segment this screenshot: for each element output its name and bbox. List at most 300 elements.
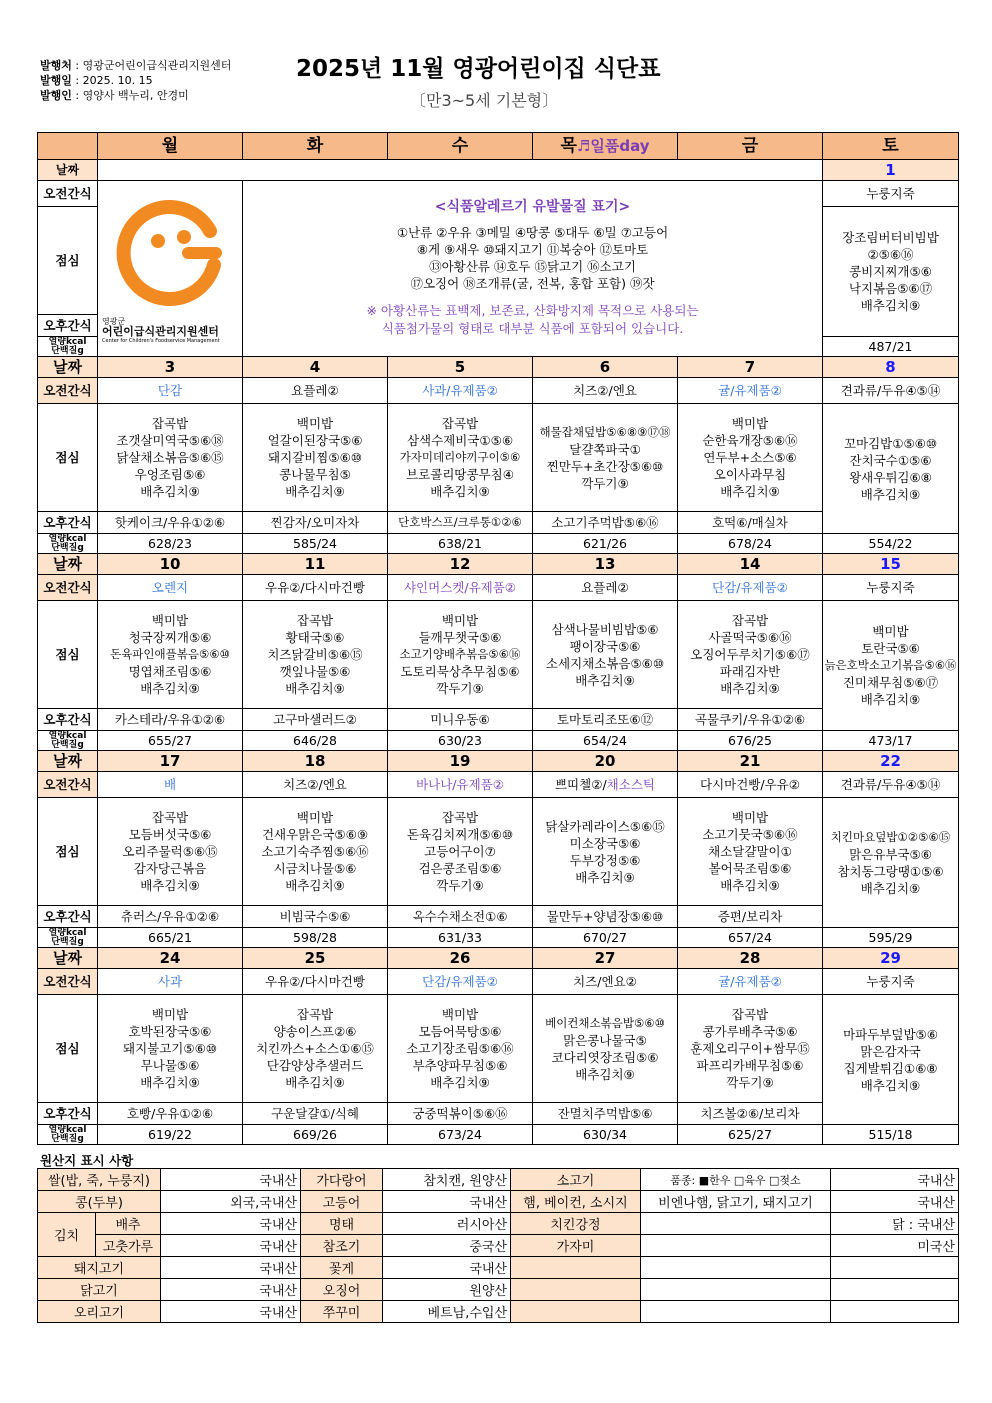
am-snack: 귤/유제품② [678, 969, 823, 995]
menu-item: 닭살채소볶음⑤⑥⑮ [116, 450, 224, 465]
am-snack-label: 오전간식 [38, 969, 98, 995]
menu-item: 잡곡밥 [151, 416, 189, 431]
origin-table [37, 1168, 959, 1323]
menu-item: 시금치나물⑤⑥ [273, 861, 357, 876]
pm-snack-label: 오후간식 [38, 315, 98, 337]
menu-item: 잡곡밥 [296, 1007, 334, 1022]
origin-item: 돼지고기 [38, 1257, 161, 1279]
kcal-protein: 630/23 [388, 731, 533, 751]
issue-info: 발행처 : 영광군어린이급식관리지원센터 발행일 : 2025. 10. 15 발행인 : 영양사 백누리, 안경미 [40, 59, 232, 102]
date-label: 날짜 [38, 948, 98, 969]
menu-item: 모듬어묵탕⑤⑥ [418, 1024, 502, 1039]
date-cell: 5 [388, 357, 533, 378]
kcal-protein: 630/34 [533, 1125, 678, 1145]
menu-item: 호박된장국⑤⑥ [128, 1024, 212, 1039]
origin-detail [641, 1213, 831, 1235]
allergy-notice: <식품알레르기 유발물질 표기> ①난류 ②우유 ③메밀 ④땅콩 ⑤대두 ⑥밀 ⑦고등어 ⑧게 ⑨새우 ⑩돼지고기 ⑪복숭아 ⑫토마토 ⑬아황산류 ⑭호두 ⑮닭고기 ⑯소고기 ⑰오징어 ⑱조개류(굴, 전복, 홍합 포함) ⑲잣 ※ 아황산류는 표백제, 보존료, 산화방지제 목적으로 사용되는 식품첨가물의 형태로 대부분 식품에 포함되어 있습니다. [243, 181, 823, 357]
am-snack: 사과/유제품② [388, 378, 533, 404]
am-snack: 누룽지죽 [823, 575, 959, 601]
menu-item: 채소달걀말이① [708, 844, 792, 859]
menu-item: 배추김치⑨ [575, 672, 635, 688]
menu-item: 콩나물무침⑤ [279, 467, 351, 482]
am-snack: 누룽지죽 [823, 181, 959, 207]
origin-value: 참치캔, 원양산 [383, 1169, 511, 1191]
menu-item: 배추김치⑨ [285, 681, 345, 696]
pm-snack: 호빵/우유①②⑥ [98, 1103, 243, 1125]
menu-item: 치킨마요덮밥①②⑤⑥⑮ [830, 829, 951, 844]
kcal-protein: 625/27 [678, 1125, 823, 1145]
menu-item: 배추김치⑨ [575, 869, 635, 885]
menu-item: 검은콩조림⑤⑥ [418, 861, 502, 876]
origin-item: 오징어 [301, 1279, 383, 1301]
menu-item: 두부강정⑤⑥ [569, 852, 641, 868]
menu-item: 집게발튀김①⑥⑧ [843, 1060, 938, 1076]
origin-row [38, 1213, 959, 1235]
menu-item: 소고기뭇국⑤⑥⑯ [702, 827, 798, 842]
origin-value: 국내산 [161, 1235, 301, 1257]
lunch-menu [678, 404, 823, 512]
day-tue: 화 [243, 133, 388, 160]
date-cell: 1 [823, 160, 959, 181]
menu-item: 마파두부덮밥⑤⑥ [843, 1026, 938, 1042]
day-sat: 토 [823, 133, 959, 160]
menu-item: 배추김치⑨ [285, 878, 345, 893]
pm-snack: 츄러스/우유①②⑥ [98, 906, 243, 928]
menu-item: 백미밥 [441, 613, 479, 628]
menu-item: 파래김자반 [719, 664, 781, 679]
lunch-label: 점심 [38, 207, 98, 315]
menu-item: 잡곡밥 [441, 810, 479, 825]
date-cell: 28 [678, 948, 823, 969]
origin-value [831, 1279, 959, 1301]
origin-value: 원양산 [383, 1279, 511, 1301]
menu-item: 황태국⑤⑥ [285, 630, 345, 645]
am-snack: 치즈②/엔요 [533, 378, 678, 404]
pm-snack-label: 오후간식 [38, 1103, 98, 1125]
smile-logo-icon [110, 193, 230, 313]
lunch-menu [98, 404, 243, 512]
pm-snack: 물만두+양념장⑤⑥⑩ [533, 906, 678, 928]
day-wed: 수 [388, 133, 533, 160]
lunch-menu [243, 404, 388, 512]
origin-value: 국내산 [161, 1169, 301, 1191]
menu-item: 얼갈이된장국⑤⑥ [267, 433, 363, 448]
lunch-menu [98, 798, 243, 906]
pm-snack: 호떡⑥/매실차 [678, 512, 823, 534]
am-snack: 견과류/두유④⑤⑭ [823, 378, 959, 404]
menu-item: 콩가루배추국⑤⑥ [702, 1024, 798, 1039]
menu-item: 달걀쪽파국① [569, 441, 641, 457]
issuer: 영양사 백누리, 안경미 [82, 89, 189, 102]
origin-row [38, 1301, 959, 1323]
date-cell: 26 [388, 948, 533, 969]
origin-item [511, 1257, 641, 1279]
pm-snack: 찐감자/오미자차 [243, 512, 388, 534]
kcal-protein: 638/21 [388, 534, 533, 554]
kcal-protein: 669/26 [243, 1125, 388, 1145]
am-snack: 누룽지죽 [823, 969, 959, 995]
menu-item: 왕새우튀김⑥⑧ [849, 469, 932, 485]
menu-item: 연두부+소스⑤⑥ [703, 450, 797, 465]
menu-table: 월 화 수 목♬일품day 금 토 날짜 1 오전간식 영광군 어린이급식관리지원센터 Center for Children's Foodservice Management <식품알레르기 유발물질 표기> ①난류 ②우유 ③메밀 ④땅콩 ⑤대두 ⑥밀 ⑦고등어 ⑧게 ⑨새우 ⑩돼지고기 ⑪복숭아 ⑫토마토 ⑬아황산류 ⑭호두 ⑮닭고기 ⑯소고기 ⑰오징어 ⑱조개류(굴, 전복, 홍합 포함) ⑲잣 ※ 아황산류는 표백제, 보존료, 산화방지제 목적으로 사용되는 식품첨가물의 형태로 대부분 식품에 포함되어 있습니다. 누룽지죽 점심 장조림버터비빔밥 ②⑤⑥⑯ 콩비지찌개⑤⑥ 낙지볶음⑤⑥⑰ 배추김치⑨ 오후간식 열량kcal 단백질g 487/21 날짜 3 4 5 6 7 8 오전간식 단감 요플레② 사과/유제품② 치즈②/엔요 귤/유제품② 견과류/두유④⑤⑭ 점심 잡곡밥 조갯살미역국⑤⑥⑱ 닭살채소볶음⑤⑥⑮ 우엉조림⑤⑥ 배추김치⑨ 백미밥 얼갈이된장국⑤⑥ 돼지갈비찜⑤⑥⑩ 콩나물무침⑤ 배추김치⑨ 잡곡밥 삼색수제비국①⑤⑥ 가자미데리야끼구이⑤⑥ 브로콜리땅콩무침④ 배추김치⑨ 해물잡채덮밥⑤⑥⑧⑨⑰⑱ 달걀쪽파국① 찐만두+초간장⑤⑥⑩ 깍두기⑨ 백미밥 순한육개장⑤⑥⑯ 연두부+소스⑤⑥ 오이사과무침 배추김치⑨ 꼬마김밥①⑤⑥⑩ 잔치국수①⑤⑥ 왕새우튀김⑥⑧ 배추김치⑨ 오후간식 핫케이크/우유①②⑥ 찐감자/오미자차 단호박스프/크루통①②⑥ 소고기주먹밥⑤⑥⑯ 호떡⑥/매실차 열량kcal 단백질g 628/23 585/24 638/21 621/26 678/24 554/22 날짜 10 11 12 13 14 15 오전간식 오렌지 우유②/다시마건빵 샤인머스켓/유제품② 요플레② 단감/유제품② 누룽지죽 점심 백미밥 청국장찌개⑤⑥ 돈육파인애플볶음⑤⑥⑩ 명엽채조림⑤⑥ 배추김치⑨ 잡곡밥 황태국⑤⑥ 치즈닭갈비⑤⑥⑮ 깻잎나물⑤⑥ 배추김치⑨ 백미밥 들깨무챗국⑤⑥ 소고기양배추볶음⑤⑥⑯ 도토리묵상추무침⑤⑥ 깍두기⑨ 삼색나물비빔밥⑤⑥ 팽이장국⑤⑥ 소세지채소볶음⑤⑥⑩ 배추김치⑨ 잡곡밥 사골떡국⑤⑥⑯ 오징어두루치기⑤⑥⑰ 파래김자반 배추김치⑨ 백미밥 토란국⑤⑥ 늙은호박소고기볶음⑤⑥⑯ 진미채무침⑤⑥⑰ 배추김치⑨ 오후간식 카스테라/우유①②⑥ 고구마샐러드② 미니우동⑥ 토마토리조또⑥⑫ 곡물쿠키/우유①②⑥ 열량kcal 단백질g 655/27 646/28 630/23 654/24 676/25 473/17 날짜 17 18 19 20 21 22 오전간식 배 치즈②/엔요 바나나/유제품② 쁘띠첼②/채소스틱 다시마건빵/우유② 견과류/두유④⑤⑭ 점심 잡곡밥 모듬버섯국⑤⑥ 오리주물럭⑤⑥⑮ 감자당근볶음 배추김치⑨ 백미밥 건새우맑은국⑤⑥⑨ 소고기숙주찜⑤⑥⑯ 시금치나물⑤⑥ 배추김치⑨ 잡곡밥 돈육김치찌개⑤⑥⑩ 고등어구이⑦ 검은콩조림⑤⑥ 깍두기⑨ 닭살카레라이스⑤⑥⑮ 미소장국⑤⑥ 두부강정⑤⑥ 배추김치⑨ 백미밥 소고기뭇국⑤⑥⑯ 채소달걀말이① 볼어묵조림⑤⑥ 배추김치⑨ 치킨마요덮밥①②⑤⑥⑮ 맑은유부국⑤⑥ 참치동그랑땡①⑤⑥ 배추김치⑨ 오후간식 츄러스/우유①②⑥ 비빔국수⑤⑥ 옥수수채소전①⑥ 물만두+양념장⑤⑥⑩ 증편/보리차 열량kcal 단백질g 665/21 598/28 631/33 670/27 657/24 595/29 날짜 24 25 26 27 28 29 오전간식 사과 우유②/다시마건빵 단감/유제품② 치즈/엔요② 귤/유제품② 누룽지죽 점심 백미밥 호박된장국⑤⑥ 돼지불고기⑤⑥⑩ 무나물⑤⑥ 배추김치⑨ 잡곡밥 양송이스프②⑥ 치킨까스+소스①⑥⑮ 단감양상추샐러드 배추김치⑨ 백미밥 모듬어묵탕⑤⑥ 소고기장조림⑤⑥⑯ 부추양파무침⑤⑥ 배추김치⑨ 베이컨채소볶음밥⑤⑥⑩ 맑은콩나물국⑤ 코다리엿장조림⑤⑥ 배추김치⑨ 잡곡밥 콩가루배추국⑤⑥ 훈제오리구이+쌈무⑮ 파프리카배무침⑤⑥ 깍두기⑨ 마파두부덮밥⑤⑥ 맑은감자국 집게발튀김①⑥⑧ 배추김치⑨ 오후간식 호빵/우유①②⑥ 구운달걀①/식혜 궁중떡볶이⑤⑥⑯ 잔멸치주먹밥⑤⑥ 치즈볼②⑥/보리차 열량kcal 단백질g 619/22 669/26 673/24 630/34 625/27 515/18 [37, 132, 959, 1145]
origin-detail: 비엔나햄, 닭고기, 돼지고기 [641, 1191, 831, 1213]
origin-value: 국내산 [831, 1169, 959, 1191]
menu-item: 늙은호박소고기볶음⑤⑥⑯ [824, 658, 957, 672]
am-snack-label: 오전간식 [38, 575, 98, 601]
date-cell: 19 [388, 751, 533, 772]
pm-snack: 구운달걀①/식혜 [243, 1103, 388, 1125]
date-cell: 7 [678, 357, 823, 378]
date-cell: 29 [823, 948, 959, 969]
date-cell: 18 [243, 751, 388, 772]
origin-item: 김치 [38, 1213, 96, 1257]
am-snack: 단감/유제품② [678, 575, 823, 601]
menu-item: 백미밥 [872, 624, 909, 639]
lunch-menu [533, 995, 678, 1103]
pm-snack-label: 오후간식 [38, 906, 98, 928]
kcal-protein: 670/27 [533, 928, 678, 948]
kcal-protein: 678/24 [678, 534, 823, 554]
date-cell: 3 [98, 357, 243, 378]
origin-detail [641, 1257, 831, 1279]
menu-item: 파프리카배무침⑤⑥ [696, 1058, 804, 1073]
menu-item: 양송이스프②⑥ [273, 1024, 357, 1039]
kcal-protein: 646/28 [243, 731, 388, 751]
date-cell: 4 [243, 357, 388, 378]
am-snack: 오렌지 [98, 575, 243, 601]
menu-item: 명엽채조림⑤⑥ [128, 664, 212, 679]
am-snack-label: 오전간식 [38, 772, 98, 798]
date-cell: 13 [533, 554, 678, 575]
lunch-menu: 장조림버터비빔밥 ②⑤⑥⑯ 콩비지찌개⑤⑥ 낙지볶음⑤⑥⑰ 배추김치⑨ [823, 207, 959, 337]
origin-item: 꽃게 [301, 1257, 383, 1279]
menu-item: 잡곡밥 [296, 613, 334, 628]
menu-item: 배추김치⑨ [140, 1075, 200, 1090]
origin-title: 원산지 표시 사항 [40, 1153, 134, 1168]
menu-item: 부추양파무침⑤⑥ [412, 1058, 508, 1073]
page-title: 2025년 11월 영광어린이집 식단표 [296, 56, 661, 82]
menu-item: 잔치국수①⑤⑥ [849, 452, 932, 468]
pm-snack: 단호박스프/크루통①②⑥ [388, 512, 533, 534]
menu-item: 깍두기⑨ [436, 681, 484, 696]
menu-item: 치즈닭갈비⑤⑥⑮ [267, 647, 363, 662]
menu-item: 단감양상추샐러드 [266, 1058, 364, 1073]
origin-detail [641, 1235, 831, 1257]
menu-item: 배추김치⑨ [860, 880, 921, 896]
pm-snack: 소고기주먹밥⑤⑥⑯ [533, 512, 678, 534]
am-snack: 견과류/두유④⑤⑭ [823, 772, 959, 798]
menu-item: 청국장찌개⑤⑥ [128, 630, 212, 645]
menu-item: 배추김치⑨ [140, 681, 200, 696]
origin-item: 치킨강정 [511, 1213, 641, 1235]
lunch-menu [388, 995, 533, 1103]
pm-snack: 치즈볼②⑥/보리차 [678, 1103, 823, 1125]
menu-item: 볼어묵조림⑤⑥ [708, 861, 792, 876]
menu-item: 백미밥 [731, 416, 769, 431]
origin-item: 고등어 [301, 1191, 383, 1213]
pm-snack: 증편/보리차 [678, 906, 823, 928]
menu-item: 훈제오리구이+쌈무⑮ [690, 1041, 810, 1056]
pm-snack: 잔멸치주먹밥⑤⑥ [533, 1103, 678, 1125]
menu-item: 들깨무챗국⑤⑥ [418, 630, 502, 645]
menu-item: 배추김치⑨ [285, 484, 345, 499]
menu-item: 꼬마김밥①⑤⑥⑩ [843, 435, 938, 451]
lunch-menu [388, 601, 533, 709]
menu-item: 삼색수제비국①⑤⑥ [406, 433, 514, 448]
date-cell: 25 [243, 948, 388, 969]
lunch-label: 점심 [38, 798, 98, 906]
am-snack: 쁘띠첼②/채소스틱 [533, 772, 678, 798]
date-label: 날짜 [38, 357, 98, 378]
menu-item: 돼지갈비찜⑤⑥⑩ [268, 450, 362, 465]
origin-row [38, 1235, 959, 1257]
kcal-protein: 487/21 [823, 337, 959, 357]
menu-item: 코다리엿장조림⑤⑥ [551, 1049, 659, 1065]
date-cell: 17 [98, 751, 243, 772]
menu-item: 소고기장조림⑤⑥⑯ [406, 1041, 514, 1056]
date-cell: 15 [823, 554, 959, 575]
kcal-protein: 473/17 [823, 731, 959, 751]
lunch-label: 점심 [38, 404, 98, 512]
pm-snack: 카스테라/우유①②⑥ [98, 709, 243, 731]
lunch-menu [823, 404, 959, 534]
menu-item: 해물잡채덮밥⑤⑥⑧⑨⑰⑱ [539, 424, 671, 439]
lunch-menu [533, 404, 678, 512]
lunch-menu [98, 995, 243, 1103]
menu-item: 잡곡밥 [731, 613, 769, 628]
menu-item: 맑은콩나물국⑤ [563, 1032, 647, 1048]
kcal-protein: 673/24 [388, 1125, 533, 1145]
origin-row [38, 1169, 959, 1191]
am-snack: 우유②/다시마건빵 [243, 575, 388, 601]
kcal-protein: 585/24 [243, 534, 388, 554]
kcal-protein: 621/26 [533, 534, 678, 554]
menu-item: 배추김치⑨ [720, 484, 780, 499]
menu-item: 백미밥 [296, 810, 334, 825]
kcal-protein: 655/27 [98, 731, 243, 751]
am-snack: 요플레② [533, 575, 678, 601]
menu-item: 찐만두+초간장⑤⑥⑩ [546, 458, 664, 474]
date-cell: 10 [98, 554, 243, 575]
day-mon: 월 [98, 133, 243, 160]
menu-item: 잡곡밥 [731, 1007, 769, 1022]
lunch-label: 점심 [38, 995, 98, 1103]
date-label: 날짜 [38, 751, 98, 772]
menu-item: 고등어구이⑦ [424, 844, 496, 859]
menu-item: 치킨까스+소스①⑥⑮ [256, 1041, 374, 1056]
lunch-menu [388, 404, 533, 512]
origin-item: 오리고기 [38, 1301, 161, 1323]
kcal-protein: 665/21 [98, 928, 243, 948]
am-snack: 배 [98, 772, 243, 798]
am-snack: 샤인머스켓/유제품② [388, 575, 533, 601]
menu-item: 오이사과무침 [713, 467, 787, 482]
menu-item: 가자미데리야끼구이⑤⑥ [399, 450, 521, 464]
origin-value [831, 1301, 959, 1323]
center-logo: 영광군 어린이급식관리지원센터 Center for Children's Foodservice Management [98, 181, 243, 357]
pm-snack: 궁중떡볶이⑤⑥⑯ [388, 1103, 533, 1125]
menu-item: 배추김치⑨ [285, 1075, 345, 1090]
pm-snack: 고구마샐러드② [243, 709, 388, 731]
lunch-menu [243, 601, 388, 709]
kcal-protein: 619/22 [98, 1125, 243, 1145]
lunch-menu [243, 798, 388, 906]
menu-item: 닭살카레라이스⑤⑥⑮ [545, 818, 665, 834]
origin-item: 가자미 [511, 1235, 641, 1257]
menu-item: 진미채무침⑤⑥⑰ [842, 675, 939, 690]
menu-item: 잡곡밥 [441, 416, 479, 431]
date-cell: 24 [98, 948, 243, 969]
menu-item: 백미밥 [151, 1007, 189, 1022]
publisher: 영광군어린이급식관리지원센터 [82, 59, 232, 72]
lunch-menu [533, 601, 678, 709]
kcal-protein: 598/28 [243, 928, 388, 948]
date-cell: 22 [823, 751, 959, 772]
date-cell: 21 [678, 751, 823, 772]
am-snack: 단감/유제품② [388, 969, 533, 995]
page-subtitle: 〔만3~5세 기본형〕 [410, 91, 559, 110]
menu-item: 토란국⑤⑥ [861, 641, 920, 656]
menu-item: 배추김치⑨ [720, 878, 780, 893]
kcal-protein: 631/33 [388, 928, 533, 948]
origin-item [511, 1301, 641, 1323]
origin-item: 햄, 베이컨, 소시지 [511, 1191, 641, 1213]
menu-item: 우엉조림⑤⑥ [134, 467, 206, 482]
date-cell: 20 [533, 751, 678, 772]
menu-item: 백미밥 [441, 1007, 479, 1022]
kcal-protein: 515/18 [823, 1125, 959, 1145]
origin-value: 베트남,수입산 [383, 1301, 511, 1323]
menu-item: 무나물⑤⑥ [140, 1058, 200, 1073]
am-snack: 단감 [98, 378, 243, 404]
kcal-protein: 676/25 [678, 731, 823, 751]
menu-item: 깍두기⑨ [581, 475, 629, 491]
date-label: 날짜 [38, 160, 98, 181]
kcal-label: 열량kcal 단백질g [38, 1125, 98, 1145]
issue-date: 2025. 10. 15 [82, 74, 153, 87]
menu-item: 배추김치⑨ [430, 1075, 490, 1090]
origin-item: 쌀(밥, 죽, 누룽지) [38, 1169, 161, 1191]
menu-item: 돈육파인애플볶음⑤⑥⑩ [110, 647, 230, 661]
menu-item: 배추김치⑨ [575, 1066, 635, 1082]
date-cell: 11 [243, 554, 388, 575]
lunch-menu [823, 601, 959, 731]
lunch-menu [823, 798, 959, 928]
origin-value: 국내산 [161, 1279, 301, 1301]
lunch-menu [678, 798, 823, 906]
origin-item: 명태 [301, 1213, 383, 1235]
kcal-protein: 595/29 [823, 928, 959, 948]
lunch-menu [388, 798, 533, 906]
lunch-menu [678, 995, 823, 1103]
menu-item: 배추김치⑨ [140, 878, 200, 893]
am-snack: 치즈/엔요② [533, 969, 678, 995]
am-snack: 다시마건빵/우유② [678, 772, 823, 798]
origin-item: 배추 [96, 1213, 161, 1235]
origin-detail [641, 1279, 831, 1301]
origin-item: 소고기 [511, 1169, 641, 1191]
menu-item: 소고기양배추볶음⑤⑥⑯ [399, 647, 521, 661]
menu-item: 배추김치⑨ [860, 486, 921, 502]
date-cell: 14 [678, 554, 823, 575]
menu-item: 배추김치⑨ [720, 681, 780, 696]
origin-value: 닭 : 국내산 [831, 1213, 959, 1235]
am-snack: 우유②/다시마건빵 [243, 969, 388, 995]
origin-detail [641, 1301, 831, 1323]
pm-snack-label: 오후간식 [38, 709, 98, 731]
pm-snack: 비빔국수⑤⑥ [243, 906, 388, 928]
menu-item: 돈육김치찌개⑤⑥⑩ [406, 827, 514, 842]
am-snack-label: 오전간식 [38, 181, 98, 207]
origin-item [511, 1279, 641, 1301]
kcal-label: 열량kcal 단백질g [38, 928, 98, 948]
lunch-menu [678, 601, 823, 709]
am-snack: 귤/유제품② [678, 378, 823, 404]
menu-item: 돼지불고기⑤⑥⑩ [123, 1041, 217, 1056]
menu-item: 배추김치⑨ [140, 484, 200, 499]
date-cell: 12 [388, 554, 533, 575]
menu-item: 배추김치⑨ [860, 692, 921, 707]
origin-row [38, 1191, 959, 1213]
menu-item: 감자당근볶음 [133, 861, 207, 876]
menu-item: 백미밥 [731, 810, 769, 825]
pm-snack-label: 오후간식 [38, 512, 98, 534]
menu-item: 오리주물럭⑤⑥⑮ [122, 844, 218, 859]
kcal-protein: 554/22 [823, 534, 959, 554]
menu-item: 맑은감자국 [860, 1043, 921, 1059]
menu-item: 배추김치⑨ [430, 484, 490, 499]
date-label: 날짜 [38, 554, 98, 575]
menu-item: 팽이장국⑤⑥ [569, 638, 641, 654]
menu-item: 잡곡밥 [151, 810, 189, 825]
menu-item: 미소장국⑤⑥ [569, 835, 641, 851]
am-snack: 사과 [98, 969, 243, 995]
origin-item: 가다랑어 [301, 1169, 383, 1191]
date-cell: 8 [823, 357, 959, 378]
lunch-menu [243, 995, 388, 1103]
menu-item: 조갯살미역국⑤⑥⑱ [116, 433, 224, 448]
pm-snack: 미니우동⑥ [388, 709, 533, 731]
origin-value: 국내산 [161, 1301, 301, 1323]
kcal-protein: 628/23 [98, 534, 243, 554]
menu-item: 모듬버섯국⑤⑥ [128, 827, 212, 842]
origin-item: 참조기 [301, 1235, 383, 1257]
kcal-protein: 654/24 [533, 731, 678, 751]
menu-item: 도토리묵상추무침⑤⑥ [400, 664, 520, 679]
pm-snack: 핫케이크/우유①②⑥ [98, 512, 243, 534]
origin-value: 국내산 [161, 1213, 301, 1235]
pm-snack: 토마토리조또⑥⑫ [533, 709, 678, 731]
menu-item: 베이컨채소볶음밥⑤⑥⑩ [545, 1015, 665, 1030]
origin-value: 국내산 [383, 1257, 511, 1279]
am-snack: 치즈②/엔요 [243, 772, 388, 798]
menu-item: 오징어두루치기⑤⑥⑰ [690, 647, 810, 662]
menu-item: 소고기숙주찜⑤⑥⑯ [261, 844, 369, 859]
menu-item: 브로콜리땅콩무침④ [406, 467, 514, 482]
origin-item: 닭고기 [38, 1279, 161, 1301]
origin-value: 러시아산 [383, 1213, 511, 1235]
menu-item: 건새우맑은국⑤⑥⑨ [261, 827, 369, 842]
menu-item: 사골떡국⑤⑥⑯ [708, 630, 792, 645]
menu-item: 참치동그랑땡①⑤⑥ [837, 863, 944, 879]
origin-value: 미국산 [831, 1235, 959, 1257]
lunch-menu [98, 601, 243, 709]
am-snack: 바나나/유제품② [388, 772, 533, 798]
menu-item: 삼색나물비빔밥⑤⑥ [551, 621, 659, 637]
origin-item: 고춧가루 [96, 1235, 161, 1257]
date-cell: 27 [533, 948, 678, 969]
origin-value: 국내산 [383, 1191, 511, 1213]
